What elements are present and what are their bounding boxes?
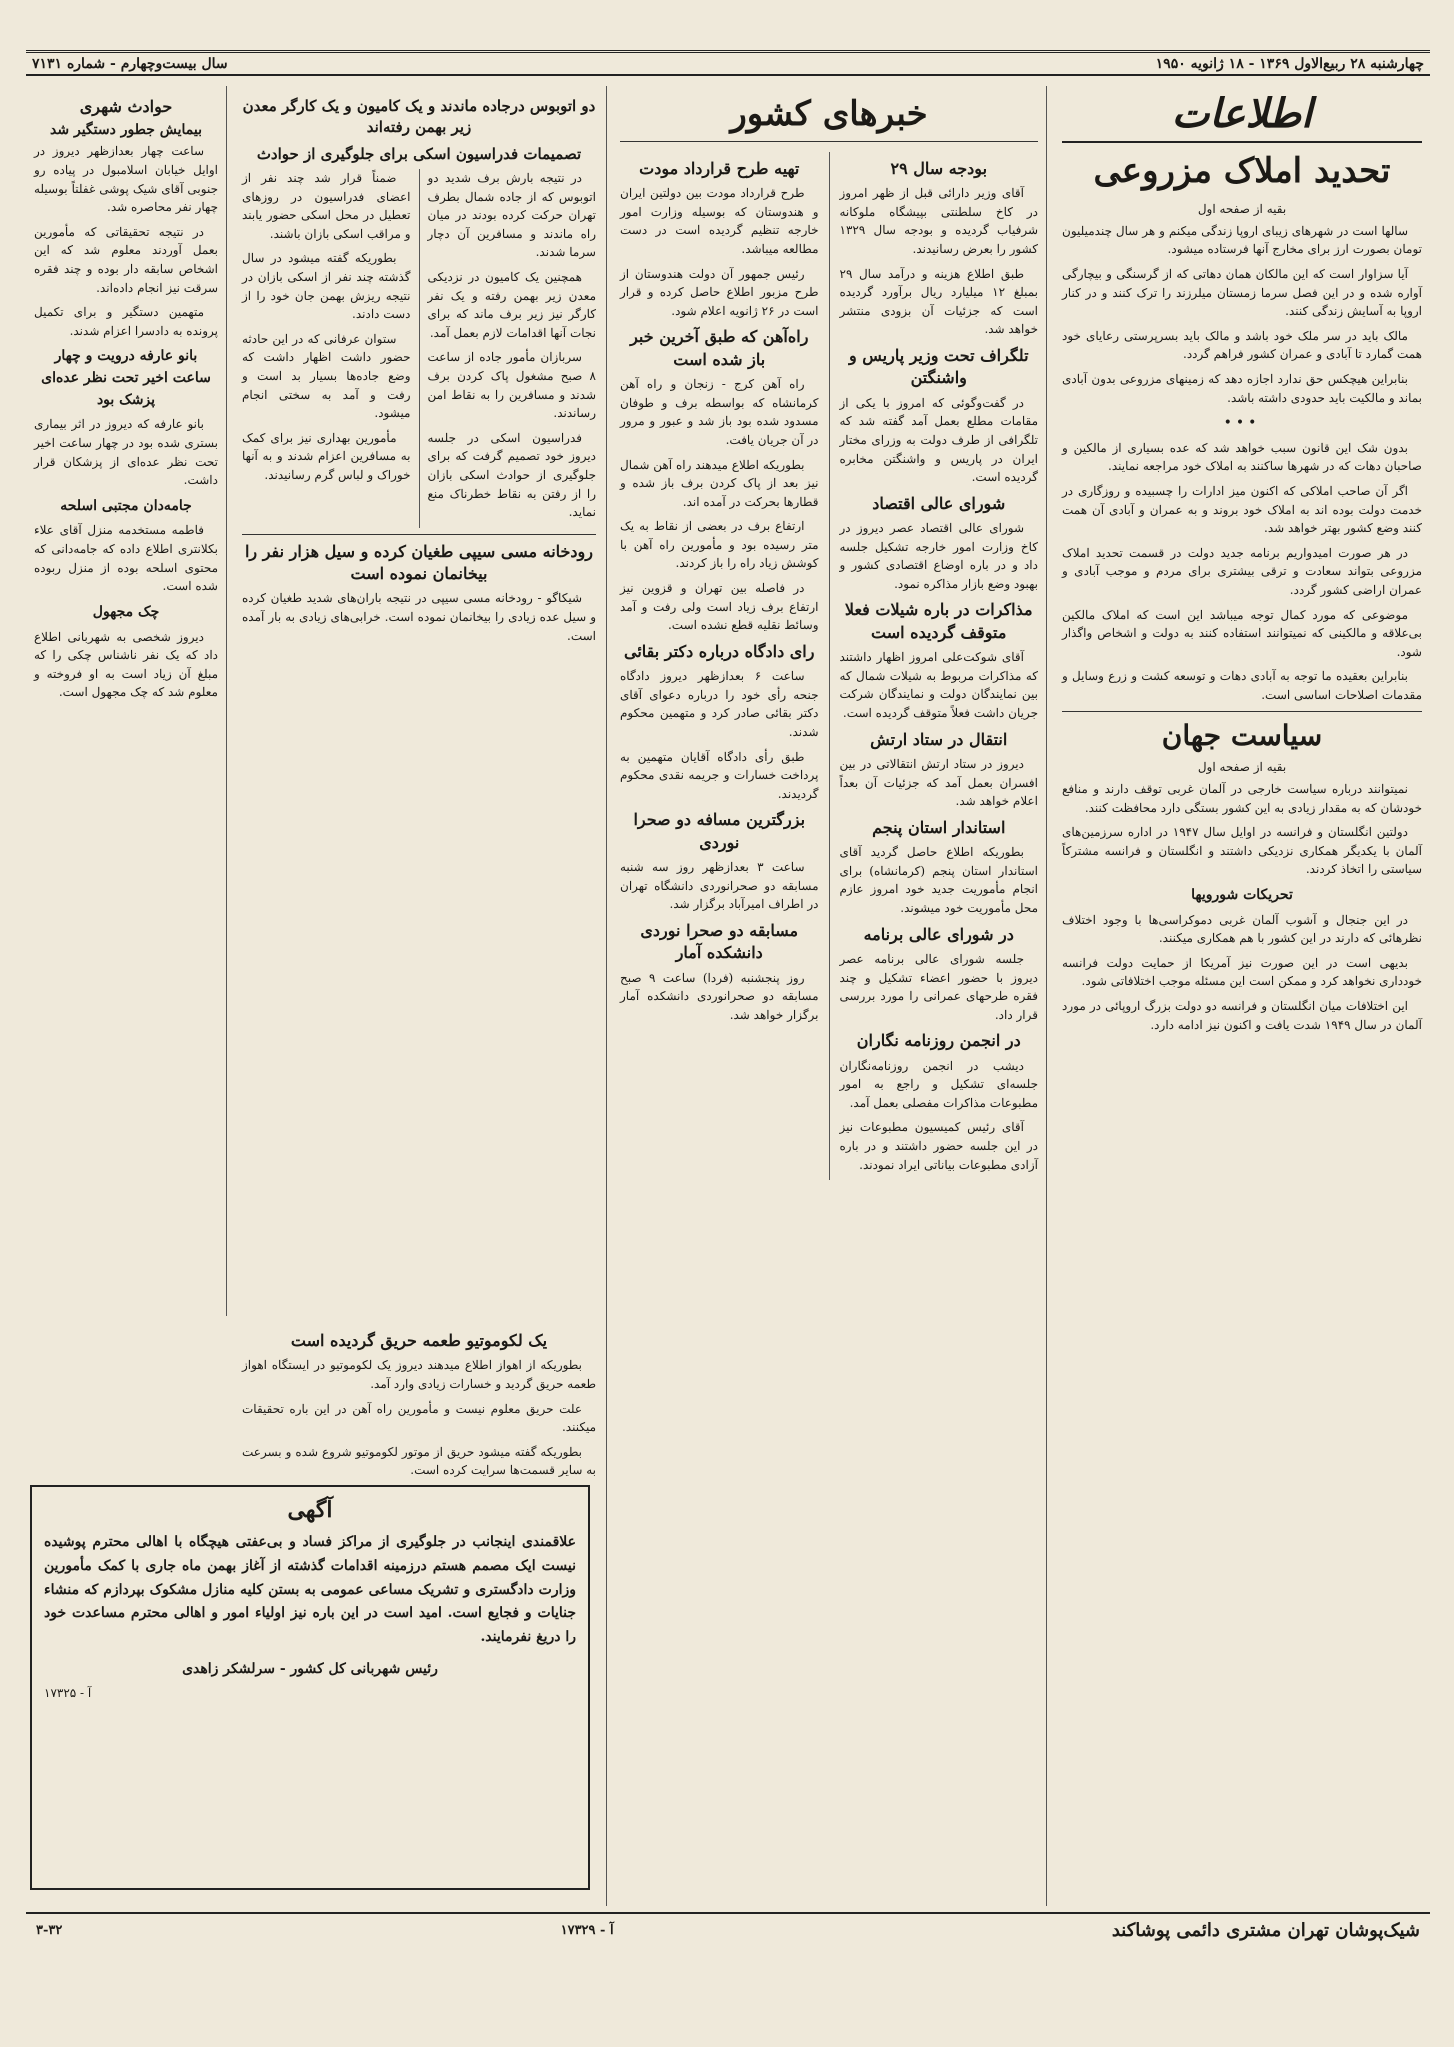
subheading: بانو عارفه درویت و چهار ساعت اخیر تحت نظر عده‌ای پزشک بود [41,348,211,408]
paragraph: دیروز شخصی به شهربانی اطلاع داد که یک نفر ناشناس چکی را که مبلغ آن زیاد است به او فروخته و معلوم شد که چک مجهول است. [34,629,218,700]
subheading: شورای عالی اقتصاد [872,493,1006,513]
issue-number: سال بیست‌وچهارم - شماره ۷۱۳۱ [32,55,228,72]
masthead [26,50,1430,76]
article-city-events [34,142,218,702]
paragraph: بطوریکه گفته میشود در سال گذشته چند نفر از اسکی بازان در نتیجه ریزش بهمن جان خود را از دست دادند. [242,251,411,322]
subtitle: بقیه از صفحه اول [1197,759,1287,774]
subcolumn-right [428,169,597,528]
subheading: استاندار استان پنجم [872,817,1006,837]
paragraph: شیکاگو - رودخانه مسی سیپی در نتیجه باران‌های شدید طغیان کرده و سیل عده زیادی را بیخانمان نموده است. خرابی‌های زیادی به بار آمده است. [242,591,596,643]
paragraph: این اختلافات میان انگلستان و فرانسه دو دولت بزرگ اروپائی در مورد آلمان در سال ۱۹۴۹ شدت یافت و اکنون نیز ادامه دارد. [1062,998,1422,1032]
subheading: بزرگترین مسافه دو صحرا نوردی [633,810,806,852]
headline-world-politics: سیاست جهان [1161,718,1323,752]
article-land-reform [1062,222,1422,705]
paragraph: مأمورین بهداری نیز برای کمک به مسافرین اعزام شدند و به آنها خوراک و لباس گرم رسانیدند. [242,430,411,482]
notice-signature: رئیس شهربانی کل کشور - سرلشکر زاهدی [182,1660,438,1677]
subheading: در شورای عالی برنامه [863,924,1014,944]
paragraph: دولتین انگلستان و فرانسه در اوایل سال ۱۹۴۷ در اداره سرزمین‌های آلمان با یکدیگر همکاری نزدیکی داشتند و انگلستان و فرانسه مشترکاً سیاستی را اتخاذ کردند. [1062,825,1422,877]
article-flood [242,589,596,645]
notice-box [30,1485,590,1890]
column-rule [606,86,607,1906]
subcolumn-left [242,169,411,528]
divider [242,534,596,535]
headline-ski-federation: تصمیمات فدراسیون اسکی برای جلوگیری از حوادث [256,145,582,163]
separator-dots: ••• [1223,415,1261,432]
paragraph: فدراسیون اسکی در جلسه دیروز خود تصمیم گرفت که برای جلوگیری از حوادث اسکی بازان را از رفتن به نقاط خطرناک منع نماید. [427,430,596,520]
paragraph: بطوریکه گفته میشود حریق از موتور لکوموتیو شروع شده و بسرعت به سایر قسمت‌ها سرایت کرده است. [242,1444,596,1478]
paragraph: ضمناً قرار شد چند نفر از اعضای فدراسیون در روزهای تعطیل در محل اسکی حضور یابند و مراقب اسکی بازان باشند. [242,171,411,241]
paragraph: آقای رئیس کمیسیون مطبوعات نیز در این جلسه حضور داشتند و در باره آزادی مطبوعات بیاناتی ایراد نمودند. [839,1120,1038,1172]
paragraph: سالها است در شهرهای زیبای اروپا زندگی میکنم و هر سال چندمیلیون تومان بصورت ارز برای مخارج آنها فرستاده میشود. [1062,223,1422,257]
notice-text: علاقمندی اینجانب در جلوگیری از مراکز فساد و بی‌عفتی هیچگاه با اهالی محترم پوشیده نیست ایک مصمم هستم درزمینه اقدامات گذشته از آغاز بهمن ماه جاری با کمک مأمورین وزارت دادگستری و تشریک مساعی عمومی به بستن کلیه منازل مشکوک بپردازم که منشاء جنایات و فجایع است. امید است در این باره نیز اولیاء امور و اهالی محترم مساعدت خود را دریغ نفرمایند. [44,1534,576,1646]
paragraph: روز پنجشنبه (فردا) ساعت ۹ صبح مسابقه دو صحرانوردی دانشکده آمار برگزار خواهد شد. [620,970,819,1022]
column-main-editorial [1054,86,1430,1906]
paragraph: آیا سزاوار است که این مالکان همان دهاتی که از گرسنگی و بیچارگی آواره شده و در این فصل سرما زمستان میلرزند را ترک کنند و در کنار اروپا به آسایش زندگی کنند. [1062,266,1422,319]
column-city-events [26,86,226,1316]
issue-date: چهارشنبه ۲۸ ربیع‌الاول ۱۳۶۹ - ۱۸ ژانویه ۱۹۵۰ [1155,55,1424,72]
paragraph: همچنین یک کامیون در نزدیکی معدن زیر بهمن رفته و یک نفر کارگر نیز زیر برف ماند که برای نجات آنها اقدامات لازم بعمل آمد. [427,269,596,340]
subheading: بودجه سال ۲۹ [890,158,988,178]
headline-country-news: خبرهای کشور [620,94,1038,142]
paragraph: در نتیجه بارش برف شدید دو اتوبوس که از جاده شمال بطرف تهران حرکت کرده بودند در میان راه ماندند و مسافرین آن دچار سرما شدند. [427,171,596,260]
paragraph: آقای شوکت‌علی امروز اظهار داشتند که مذاکرات مربوط به شیلات شمال که بین نمایندگان دولت و نمایندگان شرکت جریان داشت فعلاً متوقف گردیده است. [839,650,1038,721]
paragraph: در نتیجه تحقیقاتی که مأمورین بعمل آوردند معلوم شد که این اشخاص سابقه دار بوده و چند فقره سرقت نیز انجام داده‌اند. [34,224,218,295]
paragraph: بطوریکه اطلاع میدهند راه آهن شمال نیز بعد از پاک کردن برف باز شده و قطارها بحرکت در آمده اند. [620,457,819,509]
subheading: تحریکات شورویها [1191,886,1293,903]
subheading: مذاکرات در باره شیلات فعلا متوقف گردیده است [844,600,1033,642]
footer-ad-phone: ۳-۳۲ [36,1922,63,1938]
divider [1062,711,1422,712]
logo: اطلاعات [1062,90,1422,143]
paragraph: ارتفاع برف در بعضی از نقاط به یک متر رسیده بود و مأمورین راه آهن با کوشش زیاد راه را باز کردند. [620,519,819,571]
footer-advertisement [26,1912,1430,1946]
subheading: تهیه طرح قرارداد مودت [639,158,800,178]
paragraph: فاطمه مستخدمه منزل آقای علاء بکلانتری اطلاع داده که جامه‌دانی که محتوی اسلحه بوده از منزل ربوده شده است. [34,523,218,594]
column-country-news [614,86,1044,1906]
paragraph: بدیهی است در این صورت نیز آمریکا از حمایت دولت فرانسه خودداری نخواهد کرد و ممکن است این مسئله موجب اختلافاتی شود. [1062,955,1422,989]
paragraph: جلسه شورای عالی برنامه عصر دیروز با حضور اعضاء تشکیل و چند فقره طرحهای عمرانی را مورد بررسی قرار داد. [839,951,1038,1022]
subheading: چک مجهول [92,603,160,620]
headline-locomotive-fire: یک لکوموتیو طعمه حریق گردیده است [290,1331,548,1350]
paragraph: در این جنجال و آشوب آلمان غربی دموکراسی‌ها با وجود اختلاف نظرهائی که دارند در این کشور با هم همکاری میکنند. [1062,912,1422,946]
notice-title: آگهی [287,1497,333,1523]
subheading: جامه‌دان مجتبی اسلحه [60,497,192,514]
paragraph: شورای عالی اقتصاد عصر دیروز در کاخ وزارت امور خارجه تشکیل جلسه داد و در باره اوضاع اقتصادی کشور و بهبود وضع بازار مذاکره نمود. [839,521,1038,591]
paragraph: نمیتوانند درباره سیاست خارجی در آلمان غربی توقف دارند و منافع خودشان که به مقدار زیادی به این کشور بستگی دارد محافظت کنند. [1062,781,1422,815]
subheading: انتقال در ستاد ارتش [870,729,1008,749]
subtitle: بقیه از صفحه اول [1197,201,1287,216]
headline-land-reform: تحدید املاک مزروعی [1093,151,1391,191]
paragraph: طبق اطلاع هزینه و درآمد سال ۲۹ بمبلغ ۱۲ میلیارد ریال برآورد گردیده است که جزئیات آن بزودی منتشر خواهد شد. [839,266,1038,337]
headline-mississippi-flood: رودخانه مسی سیپی طغیان کرده و سیل هزار نفر را بیخانمان نموده است [244,541,593,584]
column-accidents [234,86,604,1316]
notice-code: آ - ۱۷۳۲۵ [44,1685,92,1700]
paragraph: رئیس جمهور آن دولت هندوستان از طرح مزبور اطلاع حاصل کرده و قرار است در ۲۶ ژانویه اعلام شود. [620,266,819,318]
paragraph: بطوریکه از اهواز اطلاع میدهند دیروز یک لکوموتیو در ایستگاه اهواز طعمه حریق گردید و خسارات زیادی وارد آمد. [242,1358,596,1391]
footer-ad-code: آ - ۱۷۳۲۹ [560,1922,614,1938]
article-locomotive [242,1356,596,1480]
paragraph: بدون شک این قانون سبب خواهد شد که عده بسیاری از مالکین و صاحبان دهات که در شهرها ساکنند به املاک خود مراجعه نمایند. [1062,440,1422,474]
subheading: تلگراف تحت وزیر پاریس و واشنگتن [848,345,1029,388]
paragraph: بطوریکه اطلاع حاصل گردید آقای استاندار استان پنجم (کرمانشاه) برای انجام مأموریت جدید خود امروز عازم محل مأموریت خود میشوند. [839,845,1038,915]
paragraph: طرح قرارداد مودت بین دولتین ایران و هندوستان که بوسیله وزارت امور خارجه تنظیم گردیده است در دست مطالعه میباشد. [620,186,819,256]
paragraph: ستوان عرفانی که در این حادثه حضور داشت اظهار داشت که وضع جاده‌ها بسیار بد است و رفت و آمد به سختی انجام میشود. [242,331,411,421]
subheading: رای دادگاه درباره دکتر بقائی [624,641,815,661]
paragraph: طبق رأی دادگاه آقایان متهمین به پرداخت خسارات و جریمه نقدی محکوم گردیدند. [620,749,819,801]
paragraph: ساعت چهار بعدازظهر دیروز در اوایل خیابان اسلامبول در پیاده رو جنوبی آقای شیک پوشی غفلتاً بوسیله چهار نفر محاصره شد. [34,144,218,215]
paragraph: در گفت‌وگوئی که امروز با یکی از مقامات مطلع بعمل آمد گفته شد که تلگرافی از طرف دولت به وزرای مختار ایران در پاریس و واشنگتن مخابره گردیده است. [839,395,1038,485]
paragraph: در فاصله بین تهران و قزوین نیز ارتفاع برف زیاد است ولی رفت و آمد وسائط نقلیه قطع نشده است. [620,581,819,633]
paragraph: ساعت ۶ بعدازظهر دیروز دادگاه جنحه رأی خود را درباره دعوای آقای دکتر بقائی صادر کرد و متهمین محکوم شدند. [620,669,819,740]
paragraph: مالک باید در سر ملک خود باشد و مالک باید بسرپرستی رعایای خود همت گمارد تا آبادی و عمران کشور فراهم گردد. [1062,328,1422,362]
column-rule [226,86,227,1316]
subheading: مسابقه دو صحرا نوردی دانشکده آمار [640,920,799,963]
paragraph: متهمین دستگیر و برای تکمیل پرونده به دادسرا اعزام شدند. [34,305,218,338]
paragraph: دیشب در انجمن روزنامه‌نگاران جلسه‌ای تشکیل و راجع به امور مطبوعات مذاکرات مفصلی بعمل آمد. [839,1058,1038,1110]
paragraph: علت حریق معلوم نیست و مأمورین راه آهن در این باره تحقیقات میکنند. [242,1401,596,1435]
paragraph: راه آهن کرج - زنجان و راه آهن کرمانشاه که بواسطه برف و طوفان مسدود شده بود باز شد و عبور و مرور در آن جریان یافت. [620,377,819,447]
subcolumn-right [840,152,1039,1180]
subcolumn-left [620,152,819,1180]
subheading: بیمایش جطور دستگیر شد [50,122,202,139]
paragraph: در هر صورت امیدواریم برنامه جدید دولت در قسمت تحدید املاک مزروعی بتواند سعادت و ترقی بیشتری برای مردم و موجب آبادی و عمران اراضی کشور گردد. [1062,545,1422,597]
article-world-politics [1062,780,1422,1034]
footer-ad-text: شیک‌پوشان تهران مشتری دائمی پوشاکند [1111,1919,1420,1941]
headline-city-events: حوادث شهری [79,97,173,116]
paragraph: بانو عارفه که دیروز در اثر بیماری بستری شده بود در چهار ساعت اخیر تحت نظر عده‌ای از پزشکان قرار داشت. [34,417,218,488]
paragraph: بنابراین هیچکس حق ندارد اجازه دهد که زمینهای مزروعی بدون آبادی بماند و مالکیت باید حدودی داشته باشد. [1062,371,1422,405]
paragraph: موضوعی که مورد کمال توجه میباشد این است که املاک مالکین بی‌علاقه و مالکینی که نمیتوانند استفاده کنند به دولت و اشخاص واگذار شود. [1062,607,1422,659]
paragraph: دیروز در ستاد ارتش انتقالاتی در بین افسران بعمل آمد که جزئیات آن بعداً اعلام خواهد شد. [839,757,1038,809]
paragraph: اگر آن صاحب املاکی که اکنون میز ادارات را چسبیده و روزگاری در خدمت دولت بوده اند به املاک خود بروند و به عمران و آبادی آن همت کنند وضع کشور بهتر خواهد شد. [1062,484,1422,536]
paragraph: سربازان مأمور جاده از ساعت ۸ صبح مشغول پاک کردن برف شدند و مسافرین را به نقاط امن رساندند. [427,350,596,421]
column-rule [1046,86,1047,1906]
headline-buses: دو اتوبوس درجاده ماندند و یک کامیون و یک کارگر معدن زیر بهمن رفته‌اند [242,97,596,136]
paragraph: آقای وزیر دارائی قبل از ظهر امروز در کاخ سلطنتی بپیشگاه ملوکانه شرفیاب گردیده و بودجه سال ۱۳۲۹ کشور را بعرض رسانیدند. [839,186,1038,256]
paragraph: بنابراین بعقیده ما توجه به آبادی دهات و توسعه کشت و زرع وسایل و مقدمات اصلاحات اساسی است. [1062,669,1422,702]
subheading: در انجمن روزنامه نگاران [856,1031,1021,1051]
paragraph: ساعت ۳ بعدازظهر روز سه شنبه مسابقه دو صحرانوردی دانشگاه تهران در اطراف امیرآباد برگزار شد. [620,860,819,912]
subheading: راه‌آهن که طبق آخرین خبر باز شده است [630,327,809,369]
